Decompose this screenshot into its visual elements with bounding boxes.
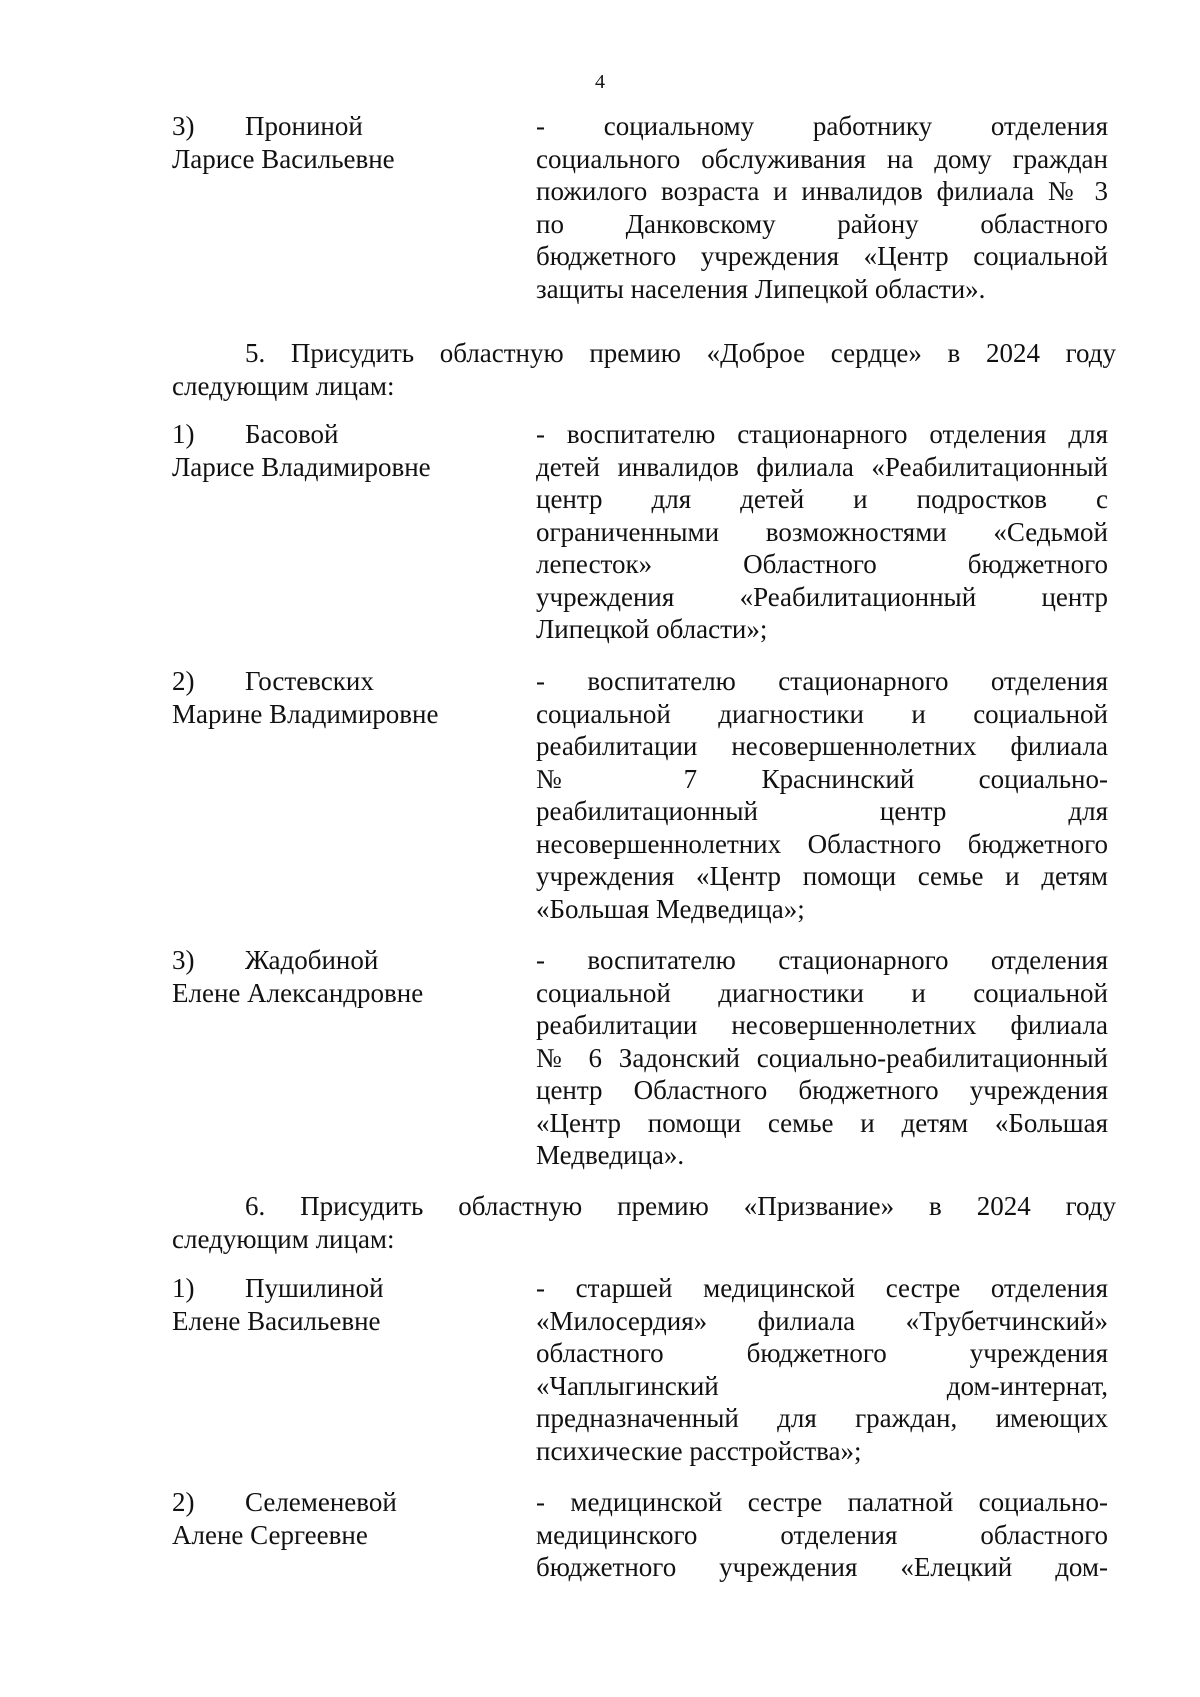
- position-line: - социальному работнику отделения: [536, 111, 1108, 141]
- recipient-position: [536, 944, 1108, 1172]
- recipient-position: [536, 1486, 1108, 1584]
- recipient-given-names: Ларисе Владимировне: [172, 451, 431, 482]
- position-line: по Данковскому району областного: [536, 208, 1108, 239]
- entry-number: 1): [172, 1273, 195, 1303]
- recipient-name: [172, 110, 512, 175]
- position-line: - воспитателю стационарного отделения: [536, 666, 1108, 696]
- position-line: № 7 Краснинский социально-: [536, 763, 1108, 794]
- entry-number: 1): [172, 419, 195, 449]
- position-line: - старшей медицинской сестре отделения: [536, 1273, 1108, 1303]
- recipient-position: [536, 665, 1108, 925]
- position-line: - воспитателю стационарного отделения для: [536, 419, 1108, 449]
- recipient-surname: Гостевских: [245, 666, 374, 696]
- position-line: реабилитации несовершеннолетних филиала: [536, 1010, 1108, 1040]
- position-line: реабилитационный центр для: [536, 796, 1108, 826]
- recipient-name: [172, 665, 512, 730]
- position-line: ограниченными возможностями «Седьмой: [536, 516, 1108, 547]
- position-line: социальной диагностики и социальной: [536, 698, 1108, 729]
- recipient-given-names: Марине Владимировне: [172, 698, 439, 729]
- position-line: социальной диагностики и социальной: [536, 977, 1108, 1008]
- recipient-given-names: Ларисе Васильевне: [172, 143, 395, 174]
- recipient-surname: Басовой: [245, 419, 339, 449]
- paragraph-line: 5. Присудить областную премию «Доброе сердце» в 2024 году: [245, 338, 1116, 368]
- position-line: учреждения «Центр помощи семье и детям: [536, 861, 1108, 891]
- section-5-paragraph: [172, 337, 1116, 402]
- position-line: психические расстройства»;: [536, 1435, 862, 1466]
- position-line: «Большая Медведица»;: [536, 893, 805, 924]
- recipient-name: [172, 1486, 512, 1551]
- position-line: «Чаплыгинский дом-интернат,: [536, 1370, 1108, 1401]
- position-line: медицинского отделения областного: [536, 1519, 1108, 1550]
- position-line: детей инвалидов филиала «Реабилитационный: [536, 451, 1108, 482]
- position-line: «Милосердия» филиала «Трубетчинский»: [536, 1305, 1108, 1336]
- recipient-surname: Прониной: [245, 111, 363, 141]
- position-line: несовершеннолетних Областного бюджетного: [536, 828, 1108, 859]
- position-line: центр Областного бюджетного учреждения: [536, 1075, 1108, 1105]
- position-line: предназначенный для граждан, имеющих: [536, 1403, 1108, 1433]
- position-line: Липецкой области»;: [536, 614, 768, 644]
- position-line: - воспитателю стационарного отделения: [536, 945, 1108, 975]
- section-6-paragraph: [172, 1190, 1116, 1255]
- position-line: бюджетного учреждения «Центр социальной: [536, 241, 1108, 271]
- recipient-surname: Жадобиной: [245, 945, 379, 975]
- position-line: бюджетного учреждения «Елецкий дом-: [536, 1552, 1108, 1582]
- position-line: учреждения «Реабилитационный центр: [536, 581, 1108, 612]
- recipient-given-names: Елене Васильевне: [172, 1305, 381, 1336]
- recipient-given-names: Алене Сергеевне: [172, 1519, 368, 1550]
- entry-number: 2): [172, 666, 195, 696]
- position-line: защиты населения Липецкой области».: [536, 273, 986, 304]
- recipient-given-names: Елене Александровне: [172, 977, 424, 1008]
- paragraph-line: следующим лицам:: [172, 370, 395, 401]
- recipient-position: [536, 1272, 1108, 1467]
- position-line: лепесток» Областного бюджетного: [536, 549, 1108, 579]
- recipient-name: [172, 418, 512, 483]
- position-line: социального обслуживания на дому граждан: [536, 143, 1108, 174]
- position-line: Медведица».: [536, 1140, 685, 1170]
- paragraph-line: 6. Присудить областную премию «Призвание» в 2024 году: [245, 1191, 1116, 1221]
- recipient-surname: Пушилиной: [245, 1273, 384, 1303]
- recipient-surname: Селеменевой: [245, 1487, 397, 1517]
- position-line: № 6 Задонский социально-реабилитационный: [536, 1042, 1108, 1073]
- entry-number: 3): [172, 111, 195, 141]
- recipient-position: [536, 418, 1108, 646]
- recipient-position: [536, 110, 1108, 305]
- recipient-name: [172, 1272, 512, 1337]
- entry-number: 3): [172, 945, 195, 975]
- position-line: «Центр помощи семье и детям «Большая: [536, 1107, 1108, 1138]
- entry-number: 2): [172, 1487, 195, 1517]
- recipient-name: [172, 944, 512, 1009]
- position-line: реабилитации несовершеннолетних филиала: [536, 731, 1108, 761]
- position-line: пожилого возраста и инвалидов филиала № 3: [536, 176, 1108, 206]
- position-line: - медицинской сестре палатной социально-: [536, 1487, 1108, 1517]
- position-line: центр для детей и подростков с: [536, 484, 1108, 514]
- page-number: 4: [595, 71, 605, 93]
- position-line: областного бюджетного учреждения: [536, 1338, 1108, 1368]
- paragraph-line: следующим лицам:: [172, 1223, 395, 1254]
